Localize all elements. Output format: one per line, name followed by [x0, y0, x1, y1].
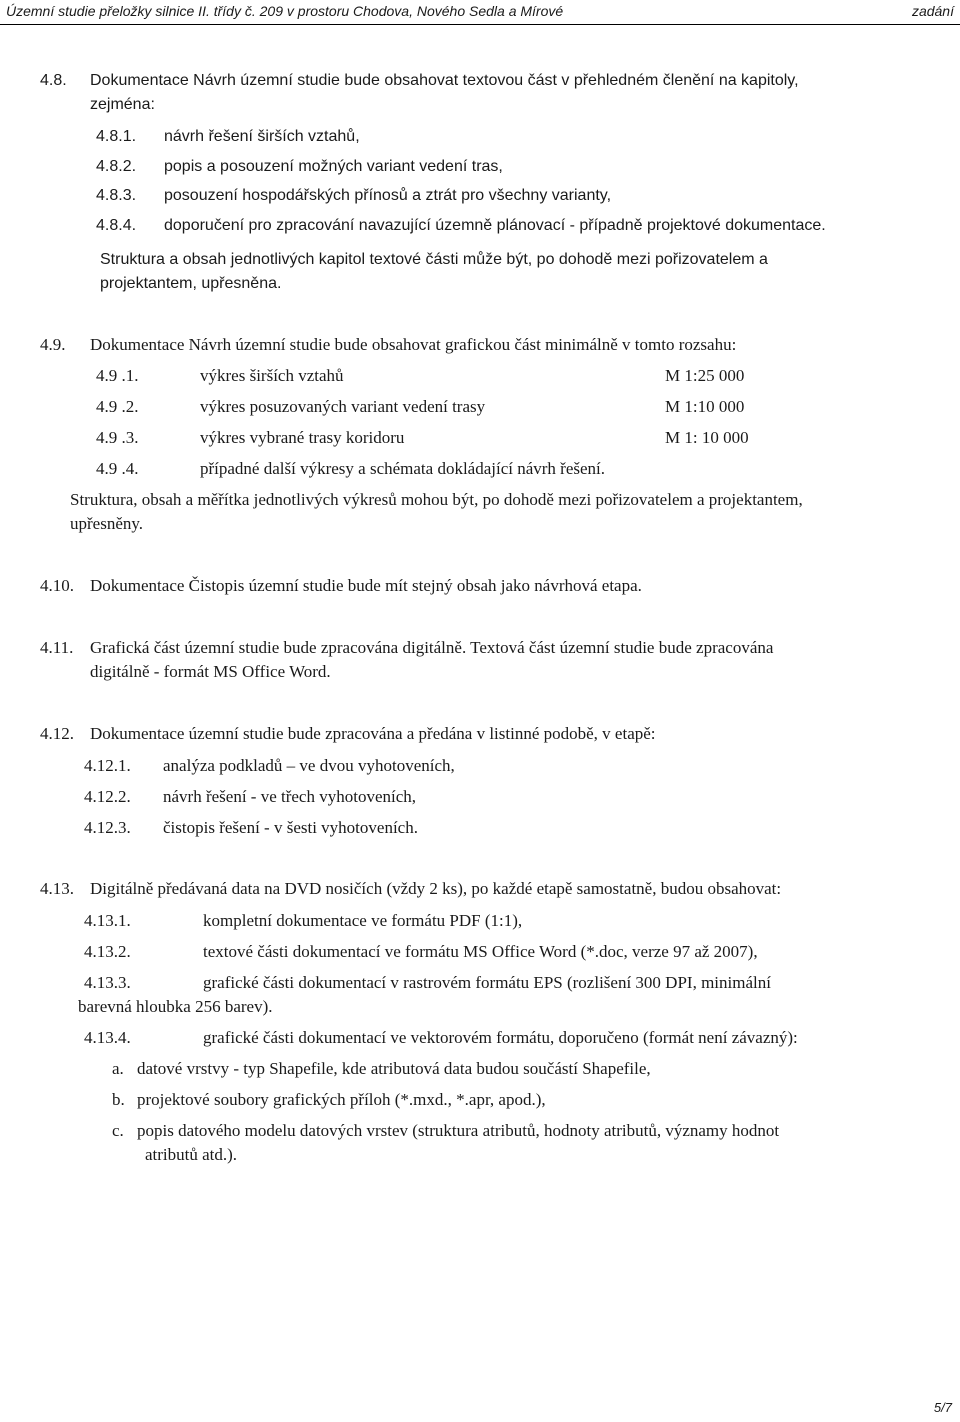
- section-number: 4.11.: [40, 638, 74, 657]
- section-number: 4.12.: [40, 724, 74, 743]
- list-item-number: 4.13.2.: [84, 942, 131, 961]
- list-item-number: 4.12.2.: [84, 787, 131, 806]
- list-item-number: 4.8.1.: [96, 128, 137, 145]
- paragraph-line: Dokumentace Návrh územní studie bude obsahovat grafickou část minimálně v tomto rozsahu:: [90, 335, 737, 354]
- paragraph-line: upřesněny.: [70, 514, 144, 533]
- sub-item: projektové soubory grafických příloh (*.mxd., *.apr, apod.),: [137, 1090, 546, 1109]
- list-item: grafické části dokumentací v rastrovém formátu EPS (rozlišení 300 DPI, minimální: [203, 973, 771, 992]
- document-title: Územní studie přeložky silnice II. třídy č. 209 v prostoru Chodova, Nového Sedla a Mírové: [6, 3, 564, 19]
- sub-item-continuation: atributů atd.).: [145, 1145, 238, 1164]
- paragraph-line: Dokumentace Návrh územní studie bude obsahovat textovou část v přehledném členění na kapitoly,: [90, 72, 799, 89]
- list-item-continuation: barevná hloubka 256 barev).: [78, 997, 273, 1016]
- list-item: výkres vybrané trasy koridoru: [200, 428, 405, 447]
- list-item: výkres širších vztahů: [200, 366, 344, 385]
- scale-value: M 1:25 000: [665, 366, 745, 385]
- paragraph-line: Dokumentace Čistopis územní studie bude mít stejný obsah jako návrhová etapa.: [90, 576, 642, 595]
- list-item: návrh řešení - ve třech vyhotoveních,: [163, 787, 417, 806]
- sub-item: popis datového modelu datových vrstev (struktura atributů, hodnoty atributů, významy hodnot: [137, 1121, 780, 1140]
- list-item: kompletní dokumentace ve formátu PDF (1:1),: [203, 911, 523, 930]
- scale-value: M 1:10 000: [665, 397, 745, 416]
- paragraph-line: Dokumentace územní studie bude zpracována a předána v listinné podobě, v etapě:: [90, 724, 656, 743]
- list-item: textové části dokumentací ve formátu MS Office Word (*.doc, verze 97 až 2007),: [203, 942, 758, 961]
- sub-item-label: a.: [112, 1059, 124, 1078]
- list-item-number: 4.8.3.: [96, 187, 137, 204]
- list-item: doporučení pro zpracování navazující územně plánovací - případně projektové dokumentace.: [164, 217, 826, 234]
- list-item-number: 4.13.4.: [84, 1028, 131, 1047]
- sub-item-label: c.: [112, 1121, 124, 1140]
- paragraph-line: projektantem, upřesněna.: [100, 275, 282, 292]
- section-number: 4.8.: [40, 72, 67, 89]
- list-item-number: 4.12.1.: [84, 756, 131, 775]
- list-item: návrh řešení širších vztahů,: [164, 128, 360, 145]
- list-item: grafické části dokumentací ve vektorovém formátu, doporučeno (formát není závazný):: [203, 1028, 798, 1047]
- list-item: výkres posuzovaných variant vedení trasy: [200, 397, 486, 416]
- list-item: analýza podkladů – ve dvou vyhotoveních,: [163, 756, 455, 775]
- section-number: 4.10.: [40, 576, 74, 595]
- list-item-number: 4.8.4.: [96, 217, 137, 234]
- section-number: 4.9.: [40, 335, 66, 354]
- page-number: 5/7: [933, 1400, 952, 1415]
- paragraph-line: digitálně - formát MS Office Word.: [90, 662, 331, 681]
- paragraph-line: Struktura a obsah jednotlivých kapitol textové části může být, po dohodě mezi pořizovatelem a: [100, 251, 768, 268]
- document-section: zadání: [911, 3, 954, 19]
- list-item-number: 4.13.3.: [84, 973, 131, 992]
- paragraph-line: Struktura, obsah a měřítka jednotlivých výkresů mohou být, po dohodě mezi pořizovatelem a projektantem,: [70, 490, 803, 509]
- list-item: posouzení hospodářských přínosů a ztrát pro všechny varianty,: [164, 187, 612, 204]
- list-item: případné další výkresy a schémata dokládající návrh řešení.: [200, 459, 606, 478]
- list-item-number: 4.9 .1.: [96, 366, 139, 385]
- list-item-number: 4.8.2.: [96, 158, 137, 175]
- scale-value: M 1: 10 000: [665, 428, 749, 447]
- list-item: popis a posouzení možných variant vedení tras,: [164, 158, 503, 175]
- list-item-number: 4.9 .4.: [96, 459, 139, 478]
- paragraph-line: zejména:: [90, 96, 155, 113]
- section-number: 4.13.: [40, 879, 74, 898]
- paragraph-line: Digitálně předávaná data na DVD nosičích (vždy 2 ks), po každé etapě samostatně, budou obsahovat:: [90, 879, 782, 898]
- sub-item: datové vrstvy - typ Shapefile, kde atributová data budou součástí Shapefile,: [137, 1059, 651, 1078]
- list-item-number: 4.13.1.: [84, 911, 131, 930]
- page-header: [0, 0, 960, 25]
- list-item-number: 4.9 .3.: [96, 428, 139, 447]
- list-item-number: 4.12.3.: [84, 818, 131, 837]
- sub-item-label: b.: [112, 1090, 125, 1109]
- list-item: čistopis řešení - v šesti vyhotoveních.: [163, 818, 418, 837]
- list-item-number: 4.9 .2.: [96, 397, 139, 416]
- paragraph-line: Grafická část územní studie bude zpracována digitálně. Textová část územní studie bude zpracována: [90, 638, 774, 657]
